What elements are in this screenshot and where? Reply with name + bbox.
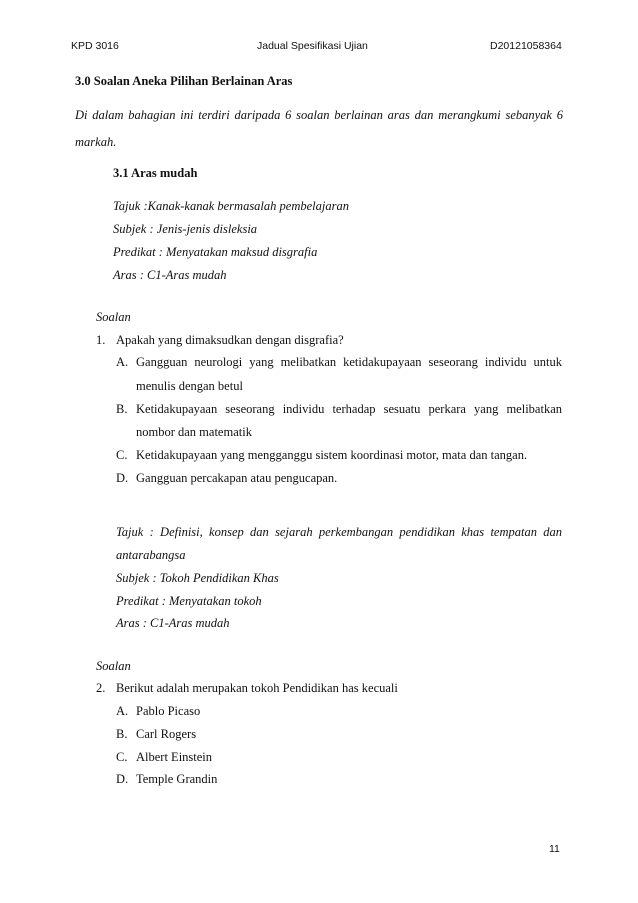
q1-option-letter: A. (116, 355, 129, 369)
q1-option-letter: B. (116, 402, 128, 416)
spec2-predikat: Predikat : Menyatakan tokoh (116, 594, 262, 608)
q2-number: 2. (96, 681, 106, 695)
header-course-code: KPD 3016 (71, 40, 119, 52)
q2-option-letter: B. (116, 727, 128, 741)
q2-option-b: Carl Rogers (136, 727, 197, 741)
q2-option-letter: D. (116, 772, 129, 786)
subsection-title: 3.1 Aras mudah (113, 166, 198, 180)
spec1-tajuk: Tajuk :Kanak-kanak bermasalah pembelajaran (113, 199, 349, 213)
header-student-id: D20121058364 (490, 40, 562, 52)
spec2-subjek: Subjek : Tokoh Pendidikan Khas (116, 571, 279, 585)
q1-soalan-label: Soalan (96, 310, 131, 324)
header-document-title: Jadual Spesifikasi Ujian (257, 40, 368, 52)
q2-question-text: Berikut adalah merupakan tokoh Pendidikan has kecuali (116, 681, 398, 695)
q1-option-a-line1: Gangguan neurologi yang melibatkan ketidakupayaan seseorang individu untuk (136, 355, 562, 369)
q1-option-a-line2: menulis dengan betul (136, 379, 243, 393)
q2-soalan-label: Soalan (96, 659, 131, 673)
q2-option-c: Albert Einstein (136, 750, 213, 764)
q1-option-letter: C. (116, 448, 128, 462)
page-number: 11 (549, 843, 560, 855)
section-intro-line1: Di dalam bahagian ini terdiri daripada 6 soalan berlainan aras dan merangkumi sebanyak 6 (75, 108, 563, 122)
spec1-predikat: Predikat : Menyatakan maksud disgrafia (113, 245, 318, 259)
q1-option-letter: D. (116, 471, 129, 485)
q2-option-a: Pablo Picaso (136, 704, 201, 718)
q1-option-b-line1: Ketidakupayaan seseorang individu terhadap sesuatu perkara yang melibatkan (136, 402, 562, 416)
section-title: 3.0 Soalan Aneka Pilihan Berlainan Aras (75, 74, 293, 88)
q1-option-d: Gangguan percakapan atau pengucapan. (136, 471, 338, 485)
q2-option-d: Temple Grandin (136, 772, 218, 786)
spec2-tajuk-line1: Tajuk : Definisi, konsep dan sejarah perkembangan pendidikan khas tempatan dan (116, 525, 562, 539)
spec1-subjek: Subjek : Jenis-jenis disleksia (113, 222, 258, 236)
q2-option-letter: C. (116, 750, 128, 764)
spec2-aras: Aras : C1-Aras mudah (116, 616, 230, 630)
section-intro-line2: markah. (75, 135, 117, 149)
q1-question-text: Apakah yang dimaksudkan dengan disgrafia? (116, 333, 344, 347)
q1-number: 1. (96, 333, 106, 347)
spec2-tajuk-line2: antarabangsa (116, 548, 186, 562)
q1-option-c: Ketidakupayaan yang mengganggu sistem koordinasi motor, mata dan tangan. (136, 448, 528, 462)
q2-option-letter: A. (116, 704, 129, 718)
spec1-aras: Aras : C1-Aras mudah (113, 268, 227, 282)
q1-option-b-line2: nombor dan matematik (136, 425, 252, 439)
